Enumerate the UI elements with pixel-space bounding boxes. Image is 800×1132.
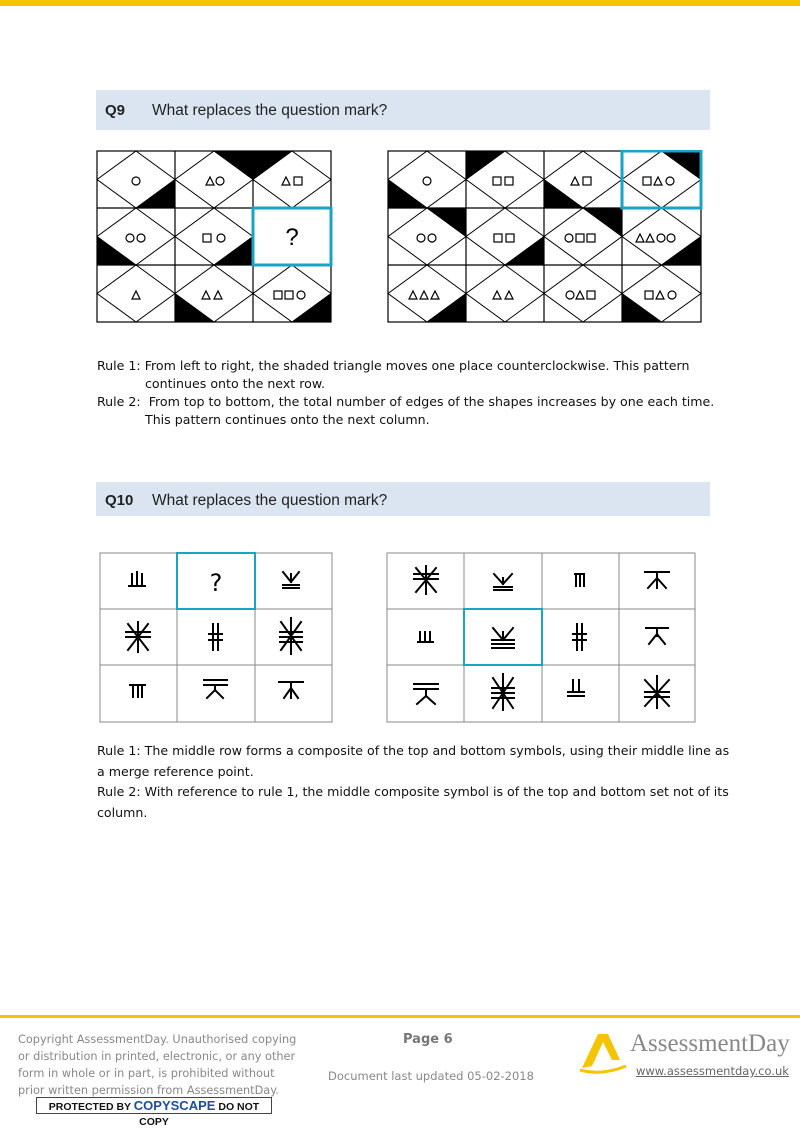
q9-rule2-label: Rule 2: [97,394,141,409]
q10-prompt: What replaces the question mark? [152,492,388,509]
copyright-line: or distribution in printed, electronic, or any other [18,1050,296,1063]
q10-answer-options-grid [386,552,698,724]
assessmentday-logo-icon [578,1030,628,1074]
q9-rule2-cont: This pattern continues onto the next column. [145,412,430,427]
q9-rule1-label: Rule 1: [97,358,141,373]
copyright-line: Copyright AssessmentDay. Unauthorised copying [18,1033,297,1046]
q10-rule-line: a merge reference point. [97,763,254,779]
q9-number: Q9 [105,102,126,119]
q9-header [96,90,710,130]
q10-rule-line: column. [97,804,148,820]
q9-rule1-cont: continues onto the next row. [145,376,325,391]
q10-rules [97,741,729,823]
q10-question-grid [99,552,335,724]
q10-question-mark: ? [209,569,223,597]
badge-suffix: DO NOT COPY [139,1101,260,1128]
copyscape-badge[interactable] [36,1097,272,1128]
q10-header [96,482,710,516]
footer-accent-line [0,1015,800,1018]
q9-rule2-text: From top to bottom, the total number of edges of the shapes increases by one each time. [148,394,715,409]
q9-question-mark: ? [285,224,299,251]
copyright-notice [18,1031,303,1099]
q9-answer-options-grid [387,150,705,326]
q9-rule1-text: From left to right, the shaded triangle moves one place counterclockwise. This pattern [144,358,690,373]
brand-name: AssessmentDay [630,1030,790,1057]
copyright-line: form in whole or in part, is prohibited without [18,1067,275,1080]
top-accent-bar [0,0,800,6]
q10-rule-line: Rule 2: With reference to rule 1, the middle composite symbol is of the top and bottom set not of its [97,784,729,799]
q10-number: Q10 [105,492,134,509]
badge-prefix: PROTECTED BY [48,1101,131,1113]
badge-brand: COPYSCAPE [133,1098,216,1113]
website-link[interactable]: www.assessmentday.co.uk [636,1064,789,1078]
page-number: Page 6 [403,1032,453,1047]
copyright-line: prior written permission from AssessmentDay. [18,1084,279,1097]
q9-question-grid [96,150,334,326]
last-updated: Document last updated 05-02-2018 [328,1069,534,1083]
q9-prompt: What replaces the question mark? [152,102,388,119]
q10-rule-line: Rule 1: The middle row forms a composite of the top and bottom symbols, using their middle line as [97,743,730,758]
q9-rules [97,357,714,429]
